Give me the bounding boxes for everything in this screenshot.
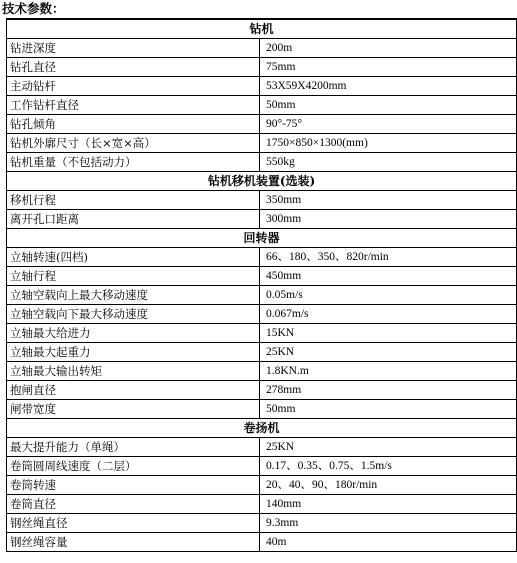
section-title: 回转器: [7, 229, 517, 248]
param-label: 钻机外廓尺寸（长×宽×高）: [7, 134, 260, 153]
param-value: 1.8KN.m: [260, 362, 517, 381]
table-row: [7, 343, 517, 362]
table-row: [7, 58, 517, 77]
param-label: 立轴行程: [7, 267, 260, 286]
param-value: 25KN: [260, 438, 517, 457]
param-label: 最大提升能力（单绳）: [7, 438, 260, 457]
param-value: 66、180、350、820r/min: [260, 248, 517, 267]
param-value: 50mm: [260, 96, 517, 115]
param-label: 钻机重量（不包括动力）: [7, 153, 260, 172]
table-row: [7, 96, 517, 115]
param-label: 立轴转速(四档): [7, 248, 260, 267]
param-value: 9.3mm: [260, 514, 517, 533]
param-label: 立轴空载向上最大移动速度: [7, 286, 260, 305]
param-value: 200m: [260, 39, 517, 58]
param-value: 90°-75°: [260, 115, 517, 134]
param-value: 350mm: [260, 191, 517, 210]
table-row: [7, 400, 517, 419]
param-value: 300mm: [260, 210, 517, 229]
section-header-row: [7, 229, 517, 248]
param-label: 立轴空载向下最大移动速度: [7, 305, 260, 324]
spec-table: [6, 18, 517, 552]
param-value: 278mm: [260, 381, 517, 400]
table-row: [7, 362, 517, 381]
param-value: 1750×850×1300(mm): [260, 134, 517, 153]
param-value: 40m: [260, 533, 517, 552]
param-label: 卷筒直径: [7, 495, 260, 514]
param-label: 钻孔倾角: [7, 115, 260, 134]
spec-heading: 技术参数：: [2, 1, 65, 16]
param-label: 主动钻杆: [7, 77, 260, 96]
section-header-row: [7, 172, 517, 191]
param-label: 抱闸直径: [7, 381, 260, 400]
table-row: [7, 115, 517, 134]
table-row: [7, 153, 517, 172]
param-label: 立轴最大起重力: [7, 343, 260, 362]
param-value: 0.05m/s: [260, 286, 517, 305]
spec-table-body: [7, 19, 517, 552]
param-label: 钢丝绳容量: [7, 533, 260, 552]
section-header-row: [7, 419, 517, 438]
param-label: 卷筒转速: [7, 476, 260, 495]
table-row: [7, 267, 517, 286]
param-value: 0.067m/s: [260, 305, 517, 324]
section-title: 钻机移机装置(选装): [7, 172, 517, 191]
table-row: [7, 476, 517, 495]
param-label: 工作钻杆直径: [7, 96, 260, 115]
table-row: [7, 457, 517, 476]
section-title: 钻机: [7, 19, 517, 39]
param-value: 53X59X4200mm: [260, 77, 517, 96]
table-row: [7, 286, 517, 305]
param-value: 450mm: [260, 267, 517, 286]
table-row: [7, 533, 517, 552]
table-row: [7, 134, 517, 153]
param-value: 20、40、90、180r/min: [260, 476, 517, 495]
param-label: 钻孔直径: [7, 58, 260, 77]
param-value: 550kg: [260, 153, 517, 172]
param-label: 钢丝绳直径: [7, 514, 260, 533]
param-value: 0.17、0.35、0.75、1.5m/s: [260, 457, 517, 476]
table-row: [7, 248, 517, 267]
param-label: 立轴最大输出转矩: [7, 362, 260, 381]
table-row: [7, 438, 517, 457]
table-row: [7, 514, 517, 533]
param-label: 立轴最大给进力: [7, 324, 260, 343]
table-row: [7, 381, 517, 400]
param-label: 钻进深度: [7, 39, 260, 58]
table-row: [7, 77, 517, 96]
param-value: 140mm: [260, 495, 517, 514]
table-row: [7, 39, 517, 58]
param-value: 50mm: [260, 400, 517, 419]
table-row: [7, 210, 517, 229]
param-value: 25KN: [260, 343, 517, 362]
section-header-row: [7, 19, 517, 39]
param-label: 移机行程: [7, 191, 260, 210]
table-row: [7, 495, 517, 514]
param-label: 闸带宽度: [7, 400, 260, 419]
section-title: 卷扬机: [7, 419, 517, 438]
param-value: 15KN: [260, 324, 517, 343]
table-row: [7, 305, 517, 324]
table-row: [7, 191, 517, 210]
param-label: 离开孔口距离: [7, 210, 260, 229]
param-value: 75mm: [260, 58, 517, 77]
param-label: 卷筒圆周线速度（二层）: [7, 457, 260, 476]
table-row: [7, 324, 517, 343]
